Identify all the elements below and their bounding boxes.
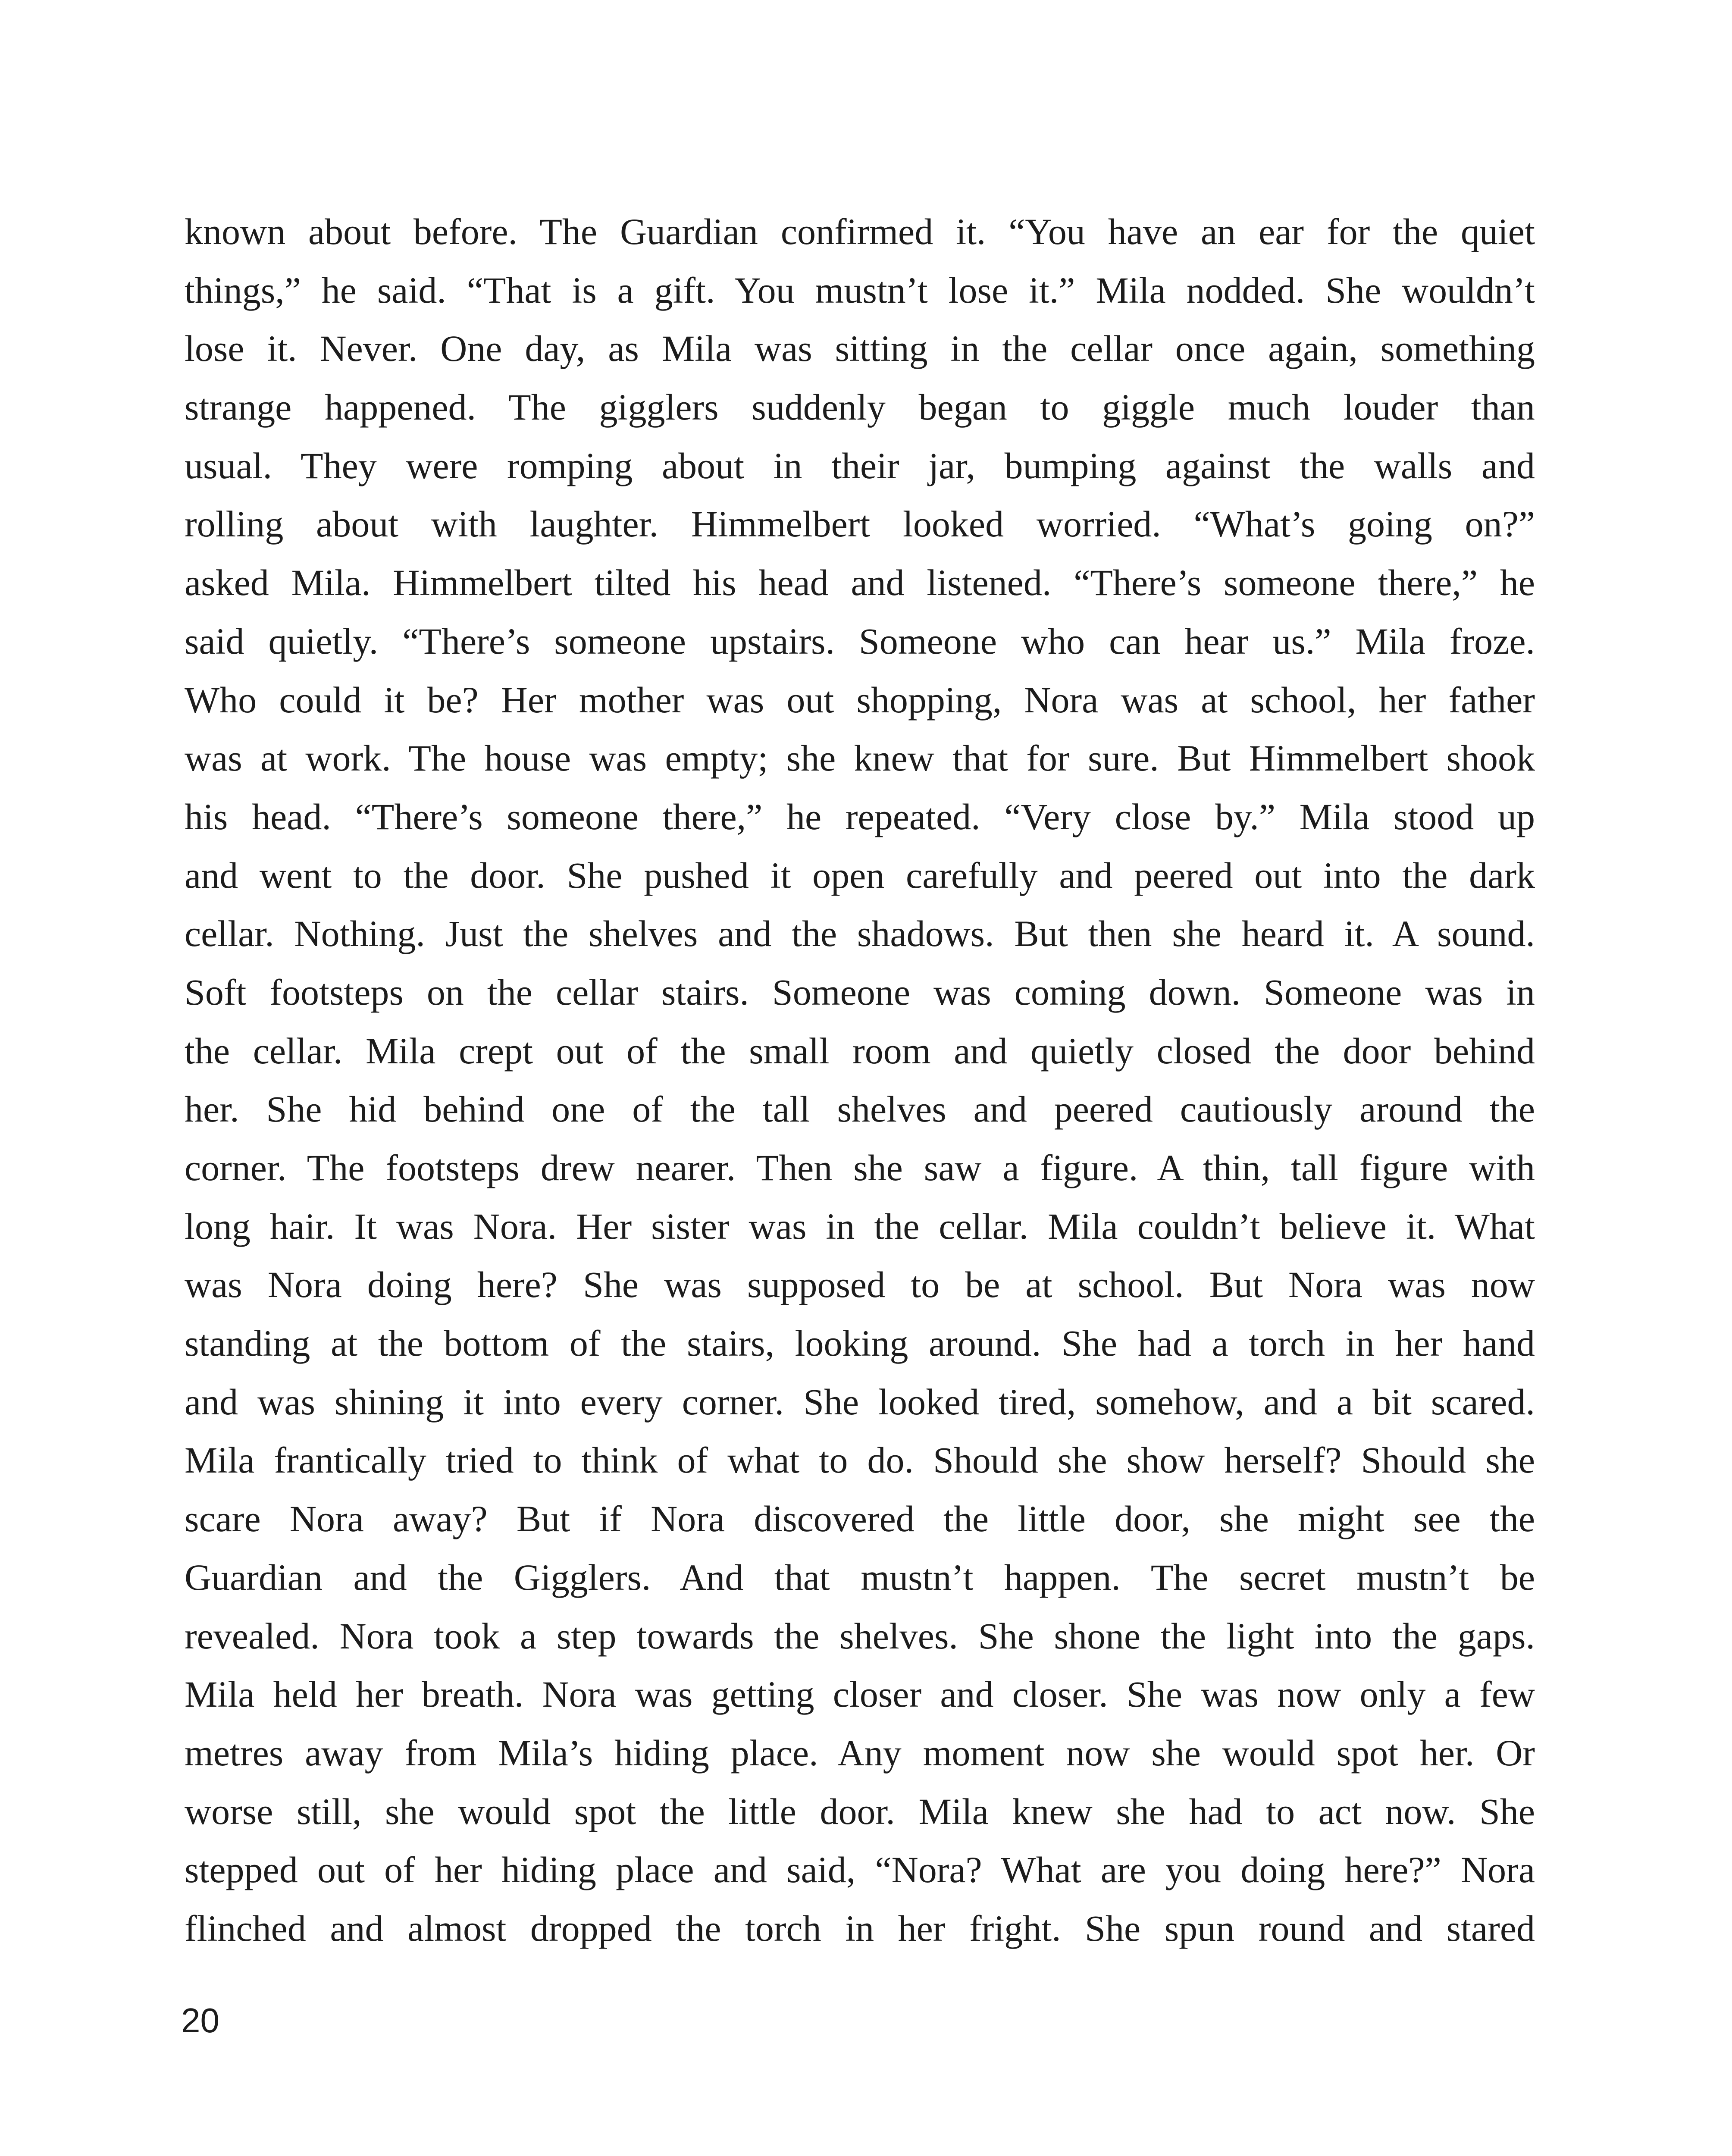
page-number: 20 xyxy=(181,2001,219,2040)
text-line: Mila frantically tried to think of what to do. Should she show herself? Should she xyxy=(185,1439,1535,1481)
text-line: and was shining it into every corner. She looked tired, somehow, and a bit scared. xyxy=(185,1381,1535,1423)
text-line: corner. The footsteps drew nearer. Then she saw a figure. A thin, tall figure with xyxy=(185,1147,1535,1188)
text-line: was at work. The house was empty; she knew that for sure. But Himmelbert shook xyxy=(185,737,1535,779)
text-line: long hair. It was Nora. Her sister was in the cellar. Mila couldn’t believe it. What xyxy=(185,1205,1535,1247)
text-line: stepped out of her hiding place and said, “Nora? What are you doing here?” Nora xyxy=(185,1849,1535,1891)
text-line: worse still, she would spot the little door. Mila knew she had to act now. She xyxy=(185,1790,1535,1832)
text-line: metres away from Mila’s hiding place. Any moment now she would spot her. Or xyxy=(185,1732,1535,1774)
text-line: asked Mila. Himmelbert tilted his head and listened. “There’s someone there,” he xyxy=(185,562,1535,604)
text-line: the cellar. Mila crept out of the small room and quietly closed the door behind xyxy=(185,1030,1535,1072)
text-line: flinched and almost dropped the torch in her fright. She spun round and stared xyxy=(185,1907,1535,1949)
text-line: revealed. Nora took a step towards the shelves. She shone the light into the gaps. xyxy=(185,1615,1535,1657)
text-line: her. She hid behind one of the tall shelves and peered cautiously around the xyxy=(185,1088,1535,1130)
text-line: cellar. Nothing. Just the shelves and the shadows. But then she heard it. A sound. xyxy=(185,913,1535,955)
text-line: Mila held her breath. Nora was getting closer and closer. She was now only a few xyxy=(185,1673,1535,1715)
text-line: usual. They were romping about in their jar, bumping against the walls and xyxy=(185,445,1535,486)
text-line: known about before. The Guardian confirmed it. “You have an ear for the quiet xyxy=(185,211,1535,252)
text-line: strange happened. The gigglers suddenly began to giggle much louder than xyxy=(185,386,1535,428)
text-line: his head. “There’s someone there,” he repeated. “Very close by.” Mila stood up xyxy=(185,796,1535,837)
text-line: scare Nora away? But if Nora discovered the little door, she might see the xyxy=(185,1498,1535,1540)
text-line: Guardian and the Gigglers. And that mustn’t happen. The secret mustn’t be xyxy=(185,1556,1535,1598)
text-line: standing at the bottom of the stairs, looking around. She had a torch in her hand xyxy=(185,1322,1535,1364)
text-line: rolling about with laughter. Himmelbert looked worried. “What’s going on?” xyxy=(185,503,1535,545)
text-line: said quietly. “There’s someone upstairs. Someone who can hear us.” Mila froze. xyxy=(185,620,1535,662)
body-text xyxy=(185,203,1535,1958)
text-line: things,” he said. “That is a gift. You mustn’t lose it.” Mila nodded. She wouldn’t xyxy=(185,269,1535,311)
text-line: Who could it be? Her mother was out shopping, Nora was at school, her father xyxy=(185,679,1535,721)
text-line: was Nora doing here? She was supposed to be at school. But Nora was now xyxy=(185,1264,1535,1306)
text-line: and went to the door. She pushed it open carefully and peered out into the dark xyxy=(185,854,1535,896)
text-line: lose it. Never. One day, as Mila was sitting in the cellar once again, something xyxy=(185,328,1535,370)
text-line: Soft footsteps on the cellar stairs. Someone was coming down. Someone was in xyxy=(185,971,1535,1013)
